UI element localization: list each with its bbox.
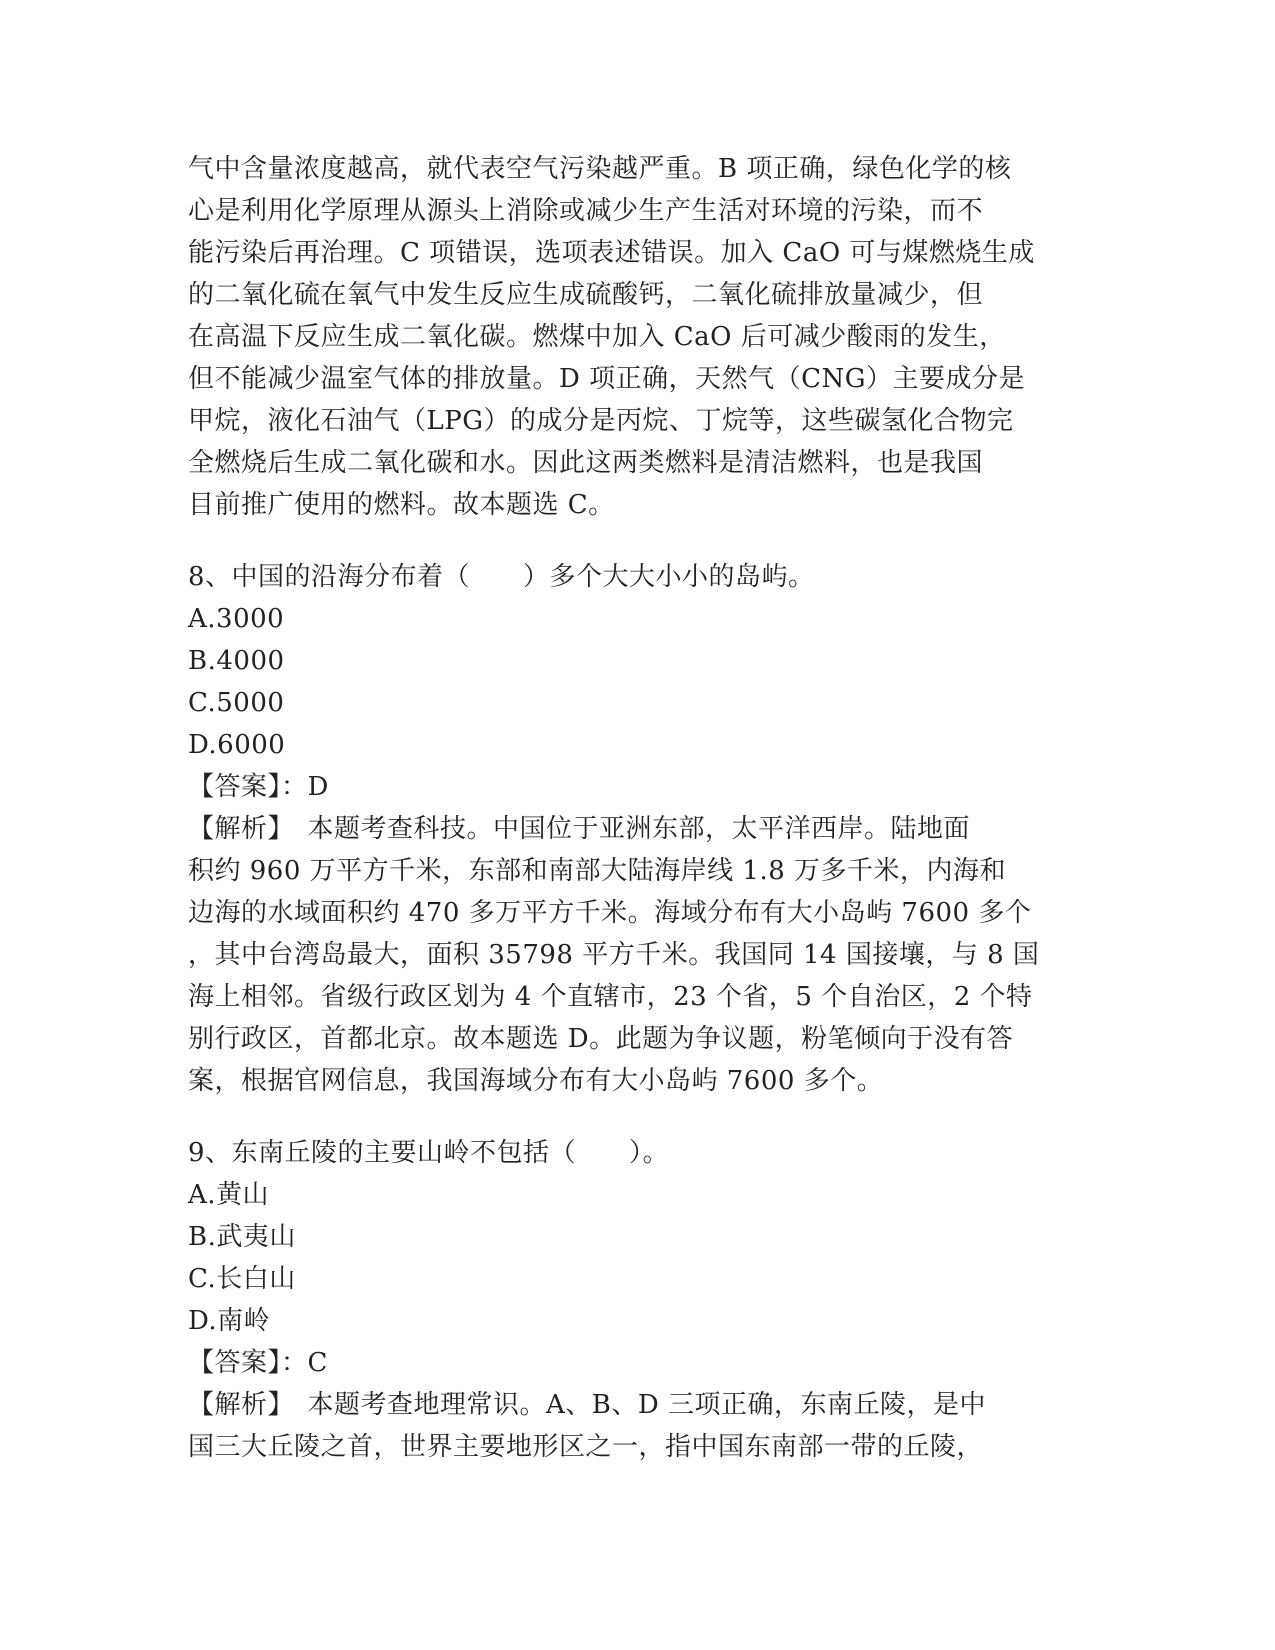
- option-b: B.武夷山: [188, 1222, 296, 1252]
- text-line: 甲烷，液化石油气（LPG）的成分是丙烷、丁烷等，这些碳氢化合物完: [188, 406, 1014, 436]
- text-line: 目前推广使用的燃料。故本题选 C。: [188, 490, 615, 520]
- explanation-line: 海上相邻。省级行政区划为 4 个直辖市，23 个省，5 个自治区，2 个特: [188, 982, 1033, 1012]
- option-a: A.3000: [188, 604, 285, 634]
- option-d: D.6000: [188, 730, 286, 760]
- option-b: B.4000: [188, 646, 285, 676]
- explanation-line: 别行政区，首都北京。故本题选 D。此题为争议题，粉笔倾向于没有答: [188, 1024, 1014, 1054]
- question-stem: 9、东南丘陵的主要山岭不包括（ ）。: [188, 1138, 670, 1168]
- text-line: 但不能减少温室气体的排放量。D 项正确，天然气（CNG）主要成分是: [188, 364, 1026, 394]
- question-stem: 8、中国的沿海分布着（ ）多个大大小小的岛屿。: [188, 562, 815, 592]
- explanation-line: 【解析】 本题考查科技。中国位于亚洲东部，太平洋西岸。陆地面: [188, 814, 971, 844]
- spacer: [188, 526, 1088, 556]
- answer-line: 【答案】：C: [188, 1348, 328, 1378]
- explanation-q7-continued: [188, 148, 1088, 526]
- option-c: C.5000: [188, 688, 285, 718]
- option-a: A.黄山: [188, 1180, 270, 1210]
- spacer: [188, 1102, 1088, 1132]
- question-9: [188, 1132, 1088, 1468]
- option-d: D.南岭: [188, 1306, 271, 1336]
- explanation-line: 边海的水域面积约 470 多万平方千米。海域分布有大小岛屿 7600 多个: [188, 898, 1032, 928]
- text-line: 全燃烧后生成二氧化碳和水。因此这两类燃料是清洁燃料，也是我国: [188, 448, 984, 478]
- explanation-line: 积约 960 万平方千米，东部和南部大陆海岸线 1.8 万多千米，内海和: [188, 856, 1007, 886]
- explanation-line: 案，根据官网信息，我国海域分布有大小岛屿 7600 多个。: [188, 1066, 884, 1096]
- answer-line: 【答案】：D: [188, 772, 329, 802]
- text-line: 能污染后再治理。C 项错误，选项表述错误。加入 CaO 可与煤燃烧生成: [188, 238, 1035, 268]
- text-line: 心是利用化学原理从源头上消除或减少生产生活对环境的污染，而不: [188, 196, 984, 226]
- text-line: 的二氧化硫在氧气中发生反应生成硫酸钙，二氧化硫排放量减少，但: [188, 280, 984, 310]
- text-line: 在高温下反应生成二氧化碳。燃煤中加入 CaO 后可减少酸雨的发生，: [188, 322, 1006, 352]
- document-page: [188, 148, 1088, 1468]
- explanation-line: ，其中台湾岛最大，面积 35798 平方千米。我国同 14 国接壤，与 8 国: [188, 940, 1040, 970]
- explanation-line: 国三大丘陵之首，世界主要地形区之一，指中国东南部一带的丘陵，: [188, 1432, 984, 1462]
- text-line: 气中含量浓度越高，就代表空气污染越严重。B 项正确，绿色化学的核: [188, 154, 1012, 184]
- question-8: [188, 556, 1088, 1102]
- option-c: C.长白山: [188, 1264, 296, 1294]
- explanation-line: 【解析】 本题考查地理常识。A、B、D 三项正确，东南丘陵，是中: [188, 1390, 986, 1420]
